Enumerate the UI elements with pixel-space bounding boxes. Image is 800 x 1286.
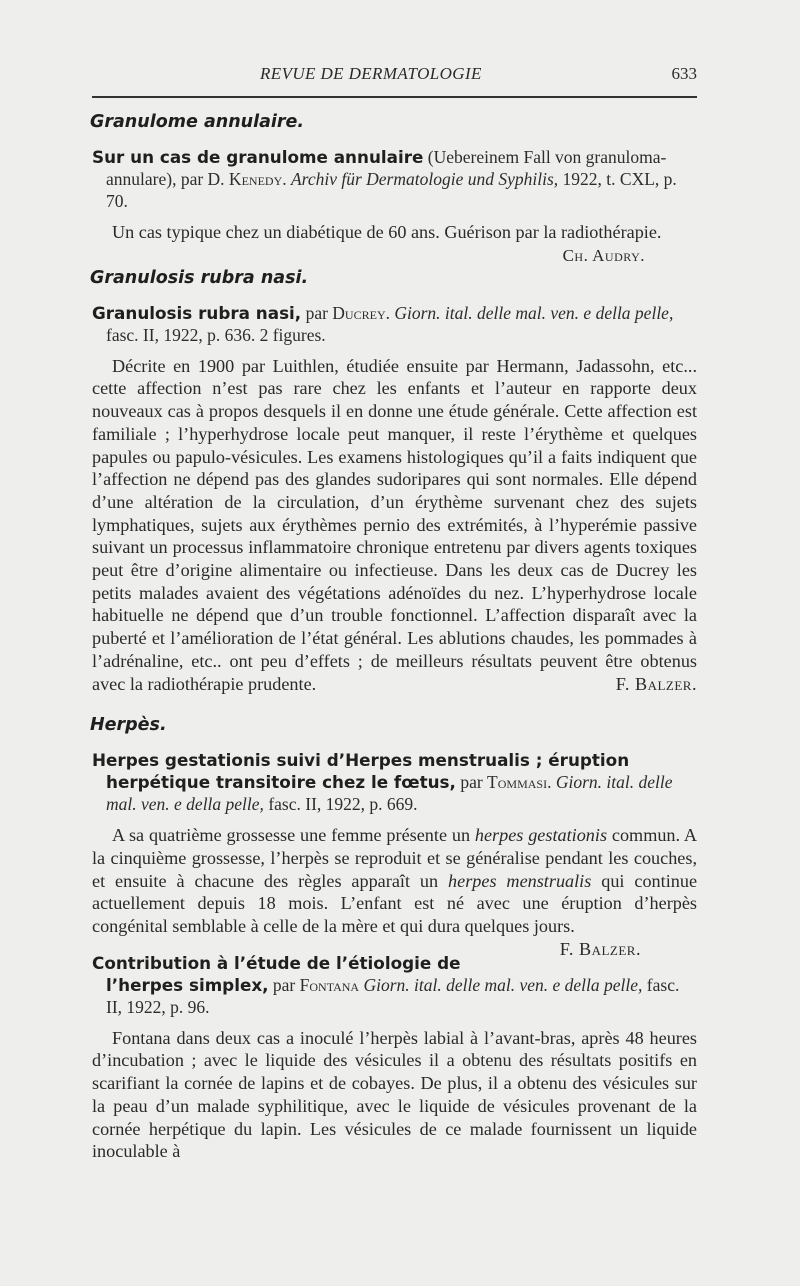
article-journal: Giorn. ital. delle mal. ven. e della pelle, [394, 302, 674, 323]
article-ref-tail: 1922, t. CXL, p. 70. [106, 169, 677, 211]
article-author: D. Kenedy. [207, 169, 287, 189]
article-ref-tail: fasc. II, 1922, p. 669. [268, 794, 418, 815]
body-text: qui continue actuellement depuis 18 mois. L’enfant est né avec une éruption d’herpès congénital semblable à celle de la mère et qui dura quelques jours. [92, 870, 698, 937]
article-journal: Archiv für Dermatologie und Syphilis, [290, 169, 559, 189]
article-author: Tommasi. [487, 772, 552, 793]
article-title: Contribution à l’étude de l’étiologie de l’herpes simplex, [92, 952, 461, 995]
journal-title: REVUE DE DERMATOLOGIE [260, 64, 482, 83]
article-par: par [305, 302, 328, 323]
article-body [92, 355, 697, 696]
article-heading-herpes-simplex [92, 952, 697, 1018]
article-ref-tail: fasc. II, 1922, p. 96. [106, 974, 680, 1017]
article-body [92, 824, 698, 959]
body-italic-term: herpes menstrualis [448, 870, 592, 891]
article-body: Fontana dans deux cas a inoculé l’herpès labial à l’avant-bras, après 48 heures d’incubation ; avec le liquide des vésicules il a obtenu des résultats positifs en scarifiant la cornée de lapins et de cobayes. De plus, il a obtenu des vésicules sur la peau d’un malade syphilitique, avec le liquide de vésicules provenant de la cornée herpétique du lapin. Les vésicules de ce malade fournissent un liquide inoculable à [92, 1027, 697, 1162]
article-par: par [272, 974, 296, 995]
article-title: Granulosis rubra nasi, [92, 302, 302, 323]
section-heading-granulome: Granulome annulaire. [90, 112, 305, 132]
article-body: Un cas typique chez un diabétique de 60 ans. Guérison par la radiothérapie. [112, 222, 662, 242]
text-column [92, 108, 697, 1163]
article-journal: Giorn. ital. delle mal. ven. e della pelle, [363, 974, 643, 995]
article-author: Fontana [299, 974, 360, 995]
article-ref: (Uebereinem Fall von granuloma-annulare), par [106, 147, 667, 189]
article-signature: Ch. Audry. [562, 245, 645, 265]
body-text: A sa quatrième grossesse une femme présente un [112, 825, 471, 846]
section-heading-granulosis: Granulosis rubra nasi. [90, 267, 309, 288]
article-title: Herpes gestationis suivi d’Herpes menstrualis ; éruption herpétique transitoire chez le fœtus, [92, 750, 630, 793]
article-ref-tail: fasc. II, 1922, p. 636. 2 figures. [106, 324, 326, 345]
page-number: 633 [671, 64, 697, 83]
article-par: par [460, 772, 483, 793]
article-signature: F. Balzer. [615, 673, 697, 694]
section-heading-herpes: Herpès. [90, 715, 167, 736]
body-italic-term: herpes gestationis [474, 825, 608, 846]
running-header [92, 64, 697, 84]
article-title: Sur un cas de granulome annulaire [92, 147, 424, 167]
body-text: commun. A la cinquième grossesse, l’herpès se reproduit et se généralise pendant les couches, et ensuite à chacune des règles apparaît un [92, 825, 698, 891]
article-body-text: Décrite en 1900 par Luithlen, étudiée ensuite par Hermann, Jadassohn, etc... cette affection n’est pas rare chez les enfants et l’auteur en rapporte deux nouveaux cas à propos desquels il en donne une étude générale. Cette affection est familiale ; l’hyperhydrose locale peut manquer, il reste l’érythème et quelques papules ou papulo-vésicules. Les examens histologiques qu’il a faits indiquent que l’affection ne dépend pas des glandes sudoripares qui sont normales. Elle dépend d’une altération de la circulation, d’un érythème survenant chez des sujets lymphatiques, sujets aux érythèmes pernio des extrémités, à l’hyperémie passive suivant un processus inflammatoire chronique entretenu par divers agents toxiques peut être d’origine alimentaire ou infectieuse. Dans les deux cas de Ducrey les petits malades avaient des végétations adénoïdes du nez. L’hyperhydrose locale habituelle ne dépend que d’un trouble fonctionnel. L’affection disparaît avec la puberté et l’amélioration de l’état général. Les ablutions chaudes, les pommades à l’adrénaline, etc.. ont peu d’effets ; de meilleurs résultats peuvent être obtenus avec la radiothérapie prudente. [92, 355, 697, 694]
article-heading-granulosis [92, 302, 697, 346]
article-heading-herpes-gestationis [92, 749, 697, 815]
article-journal: Giorn. ital. delle mal. ven. e della pelle, [106, 772, 673, 815]
article-author: Ducrey. [332, 302, 390, 323]
header-rule [92, 96, 697, 98]
article-heading-granulome [92, 146, 697, 212]
article-signature: F. Balzer. [559, 938, 641, 959]
